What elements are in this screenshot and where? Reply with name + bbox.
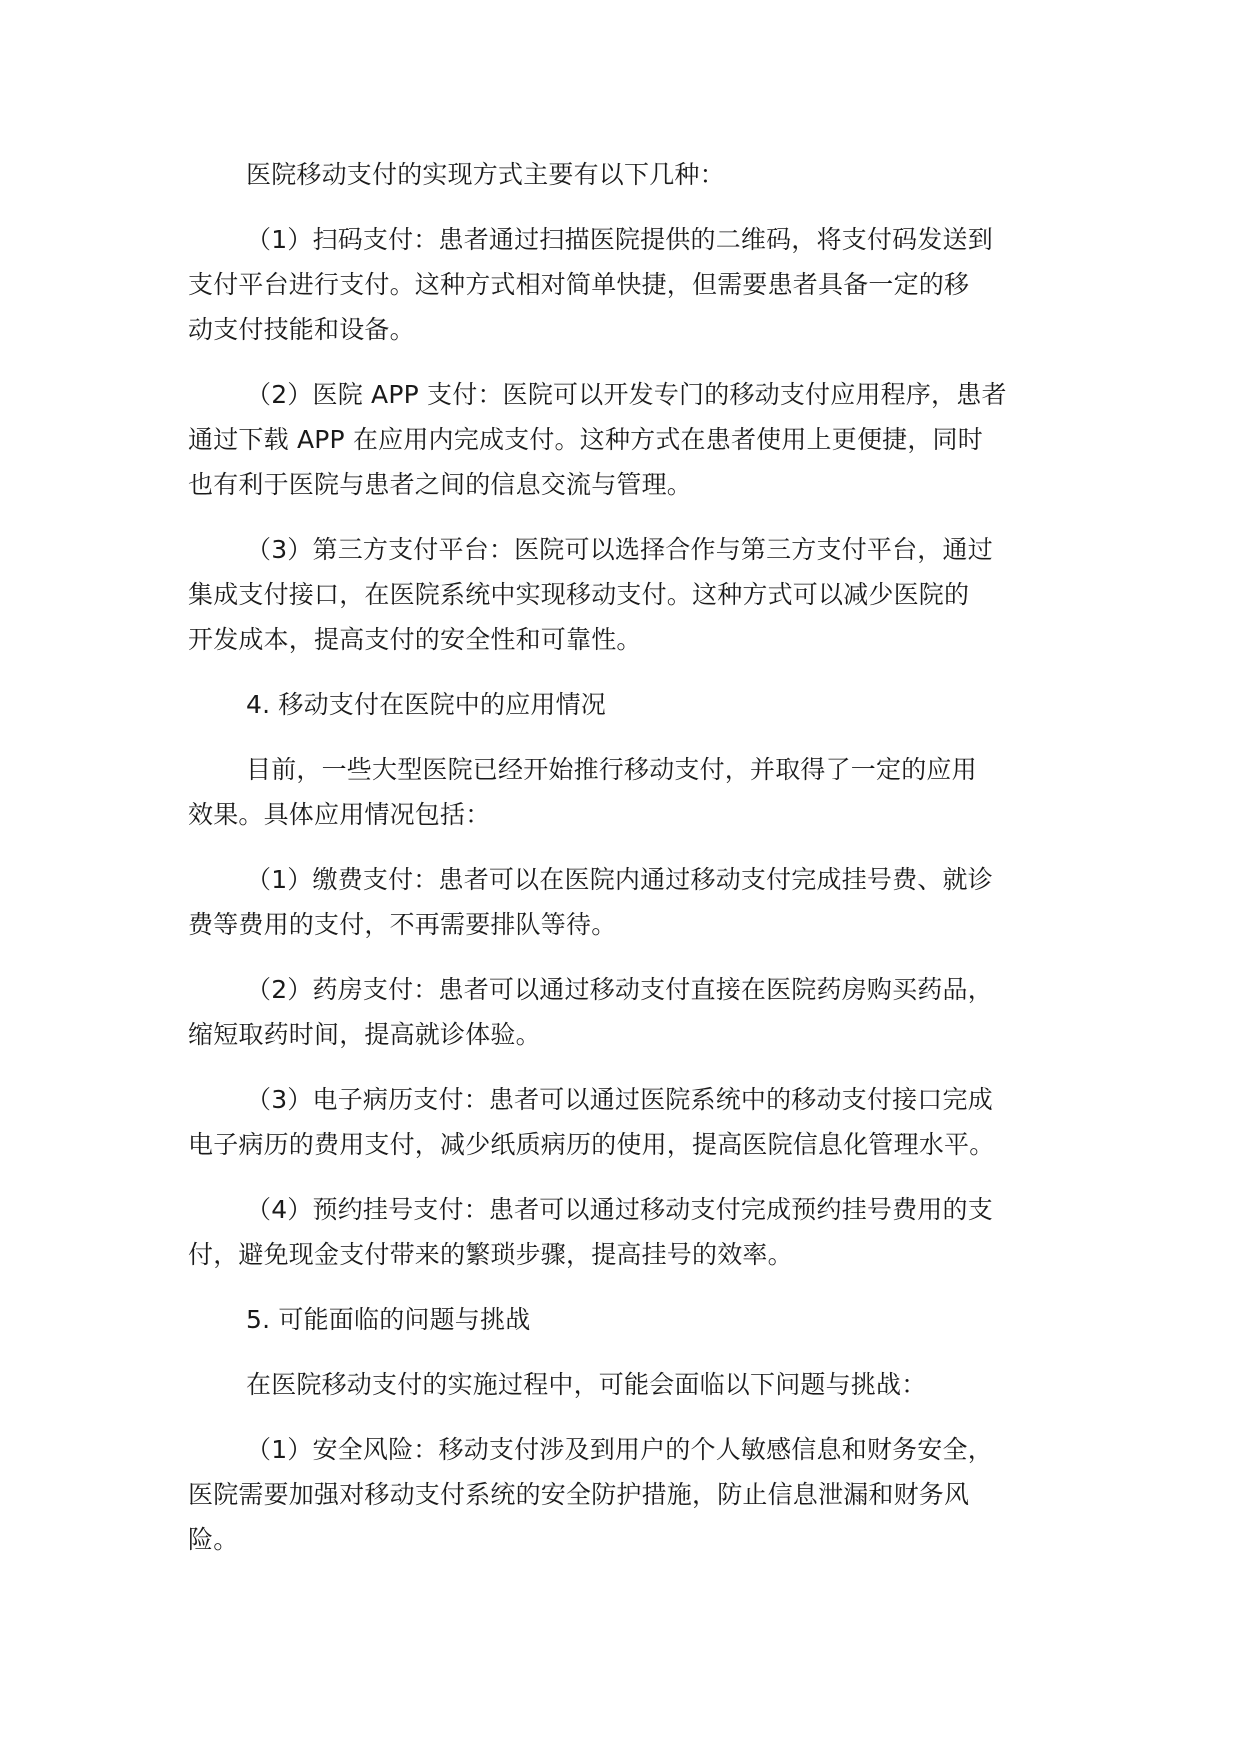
text-line: 开发成本，提高支付的安全性和可靠性。 — [188, 625, 642, 654]
text-line: 通过下载 APP 在应用内完成支付。这种方式在患者使用上更便捷，同时 — [188, 425, 983, 454]
text-line: （1）扫码支付：患者通过扫描医院提供的二维码，将支付码发送到 — [246, 225, 993, 254]
paragraph-pharmacy-payment — [188, 967, 1068, 1057]
text-line: （2）药房支付：患者可以通过移动支付直接在医院药房购买药品， — [246, 975, 993, 1004]
text-line: 支付平台进行支付。这种方式相对简单快捷，但需要患者具备一定的移 — [188, 270, 970, 299]
text-line: （1）缴费支付：患者可以在医院内通过移动支付完成挂号费、就诊 — [246, 865, 993, 894]
text-line: 也有利于医院与患者之间的信息交流与管理。 — [188, 470, 693, 499]
text-line: 付，避免现金支付带来的繁琐步骤，提高挂号的效率。 — [188, 1240, 793, 1269]
text-line: 医院需要加强对移动支付系统的安全防护措施，防止信息泄漏和财务风 — [188, 1480, 970, 1509]
section-heading-5 — [188, 1297, 1068, 1342]
document-body — [188, 152, 1068, 1582]
text-line: 险。 — [188, 1525, 239, 1554]
text-line: 集成支付接口，在医院系统中实现移动支付。这种方式可以减少医院的 — [188, 580, 970, 609]
paragraph-security-risk — [188, 1427, 1068, 1562]
text-line: （4）预约挂号支付：患者可以通过移动支付完成预约挂号费用的支 — [246, 1195, 993, 1224]
paragraph-fee-payment — [188, 857, 1068, 947]
text-line: 动支付技能和设备。 — [188, 315, 415, 344]
text-line: 在医院移动支付的实施过程中，可能会面临以下问题与挑战： — [246, 1370, 927, 1399]
paragraph-application-intro — [188, 747, 1068, 837]
paragraph-third-party-payment — [188, 527, 1068, 662]
paragraph-challenges-intro — [188, 1362, 1068, 1407]
text-line: 电子病历的费用支付，减少纸质病历的使用，提高医院信息化管理水平。 — [188, 1130, 995, 1159]
text-line: （1）安全风险：移动支付涉及到用户的个人敏感信息和财务安全， — [246, 1435, 993, 1464]
text-line: （2）医院 APP 支付：医院可以开发专门的移动支付应用程序，患者 — [246, 380, 1007, 409]
heading-text: 4. 移动支付在医院中的应用情况 — [246, 690, 607, 719]
text-line: 缩短取药时间，提高就诊体验。 — [188, 1020, 541, 1049]
text-line: （3）第三方支付平台：医院可以选择合作与第三方支付平台，通过 — [246, 535, 993, 564]
text-line: 医院移动支付的实现方式主要有以下几种： — [246, 160, 725, 189]
text-line: （3）电子病历支付：患者可以通过医院系统中的移动支付接口完成 — [246, 1085, 993, 1114]
paragraph-intro — [188, 152, 1068, 197]
text-line: 目前，一些大型医院已经开始推行移动支付，并取得了一定的应用 — [246, 755, 977, 784]
text-line: 费等费用的支付，不再需要排队等待。 — [188, 910, 617, 939]
section-heading-4 — [188, 682, 1068, 727]
paragraph-scan-payment — [188, 217, 1068, 352]
heading-text: 5. 可能面临的问题与挑战 — [246, 1305, 531, 1334]
paragraph-appointment-payment — [188, 1187, 1068, 1277]
paragraph-emr-payment — [188, 1077, 1068, 1167]
paragraph-app-payment — [188, 372, 1068, 507]
text-line: 效果。具体应用情况包括： — [188, 800, 491, 829]
